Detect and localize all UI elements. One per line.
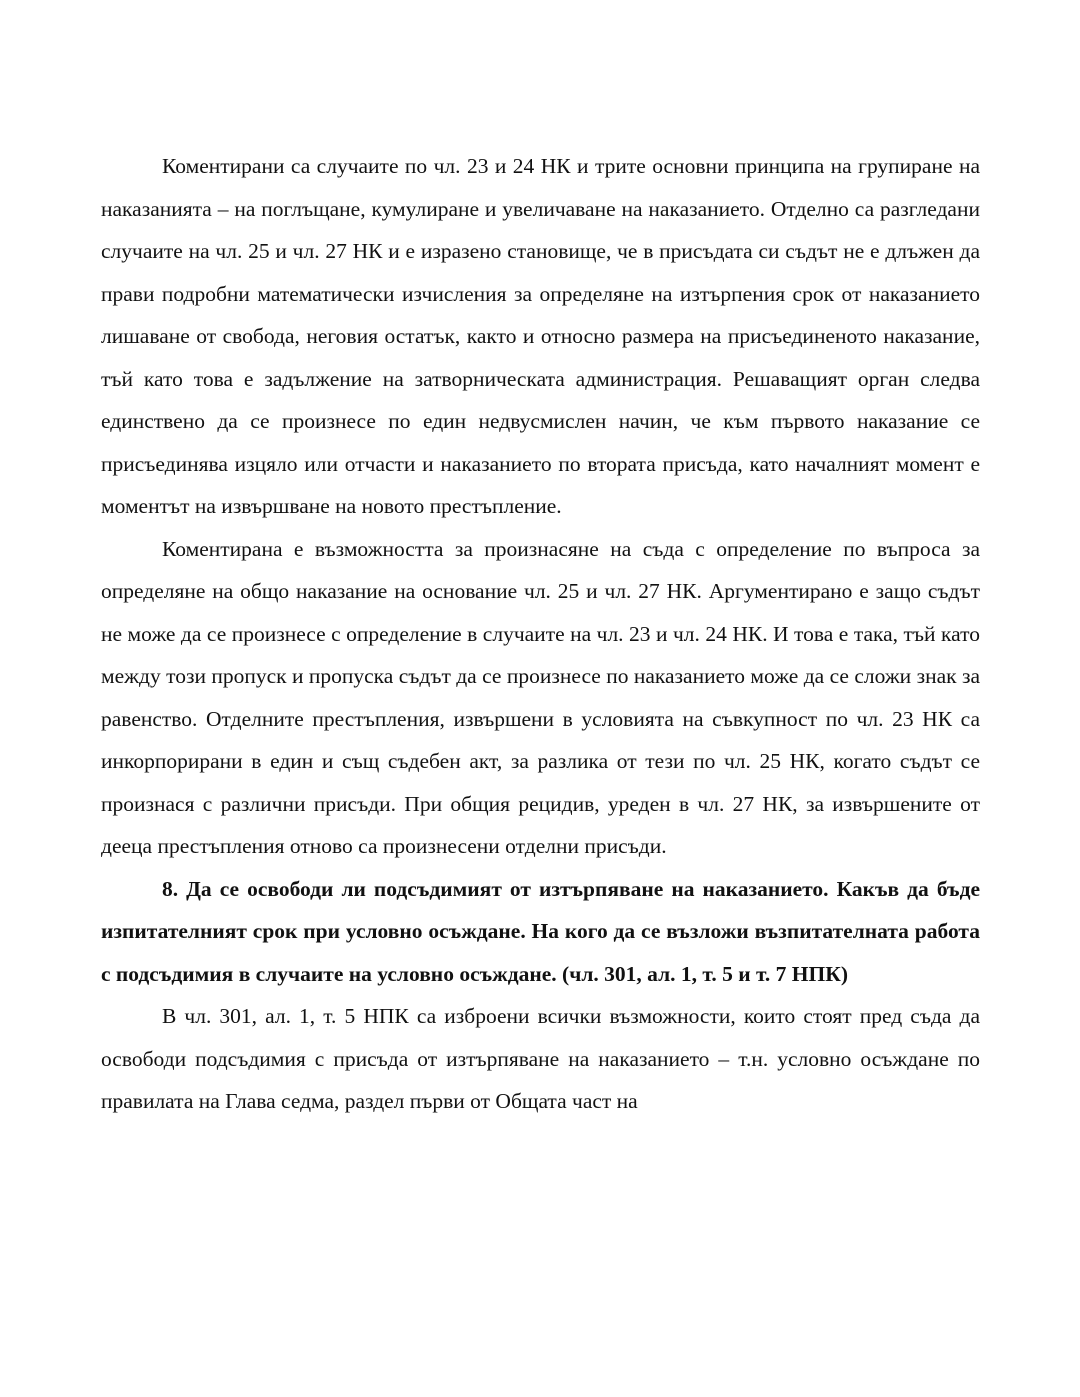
paragraph-conditional-sentence: В чл. 301, ал. 1, т. 5 НПК са изброени всички възможности, които стоят пред съда да освободи подсъдимия с присъда от изтърпяване на наказанието – т.н. условно осъждане по правилата на Глава седма, раздел първи от Общата част на xyxy=(101,1004,980,1113)
section-heading-conditional-sentence: 8. Да се освободи ли подсъдимият от изтърпяване на наказанието. Какъв да бъде изпитателният срок при условно осъждане. На кого да се възложи възпитателната работа с подсъдимия в случаите на условно осъждане. (чл. 301, ал. 1, т. 5 и т. 7 НПК) xyxy=(101,876,980,986)
paragraph-ruling-determination: Коментирана е възможността за произнасяне на съда с определение по въпроса за определяне на общо наказание на основание чл. 25 и чл. 27 НК. Аргументирано е защо съдът не може да се произнесе с определение в случаите на чл. 23 и чл. 24 НК. И това е така, тъй като между този пропуск и пропуска съдът да се произнесе по наказанието може да се сложи знак за равенство. Отделните престъпления, извършени в условията на съвкупност по чл. 23 НК са инкорпорирани в един и същ съдебен акт, за разлика от тези по чл. 25 НК, когато съдът се произнася с различни присъди. При общия рецидив, уреден в чл. 27 НК, за извършените от дееца престъпления отново са произнесени отделни присъди. xyxy=(101,536,980,858)
document-page xyxy=(101,145,980,1123)
paragraph-group-sentencing: Коментирани са случаите по чл. 23 и 24 НК и трите основни принципа на групиране на наказанията – на поглъщане, кумулиране и увеличаване на наказанието. Отделно са разгледани случаите на чл. 25 и чл. 27 НК и е изразено становище, че в присъдата си съдът не е длъжен да прави подробни математически изчисления за определяне на изтърпения срок от наказанието лишаване от свобода, неговия остатък, както и относно размера на присъединеното наказание, тъй като това е задължение на затворническата администрация. Решаващият орган следва единствено да се произнесе по един недвусмислен начин, че към първото наказание се присъединява изцяло или отчасти и наказанието по втората присъда, като началният момент е моментът на извършване на новото престъпление. xyxy=(101,154,980,518)
